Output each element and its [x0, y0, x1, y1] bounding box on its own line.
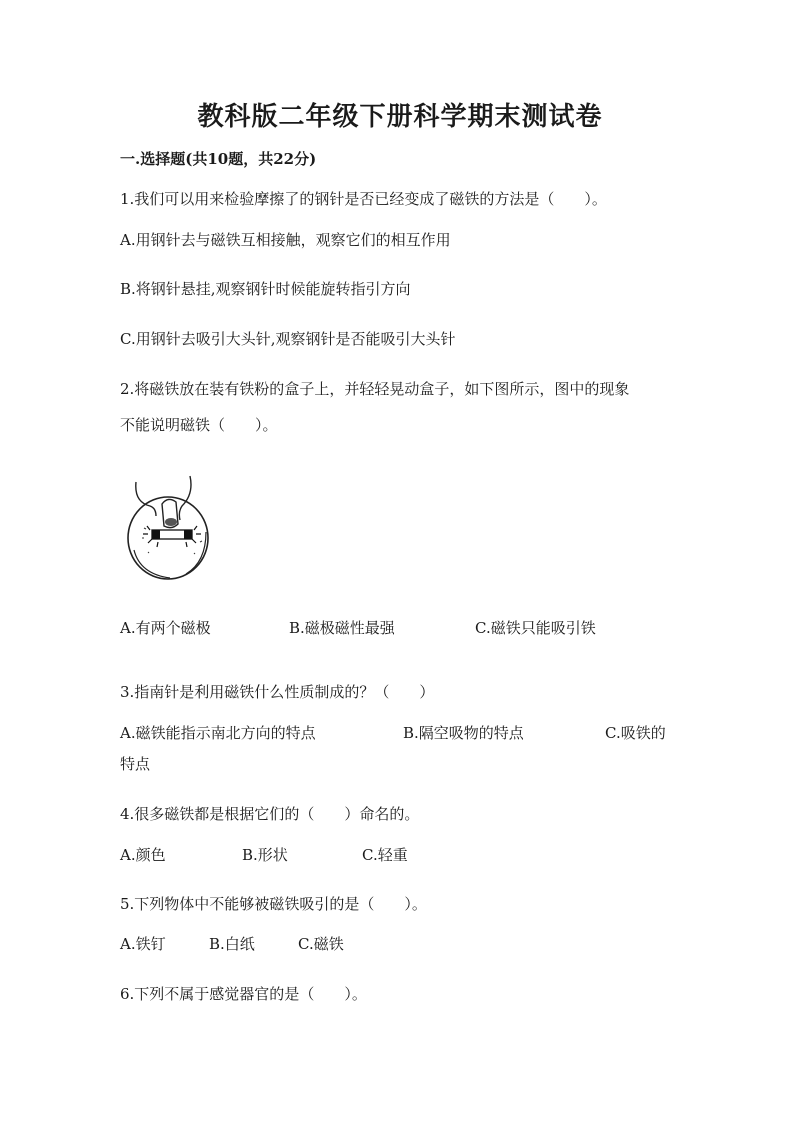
question-4-option-b: B.形状 [242, 846, 288, 864]
question-3-option-a: A.磁铁能指示南北方向的特点 [120, 724, 316, 742]
question-2-line-1: 2.将磁铁放在装有铁粉的盒子上，并轻轻晃动盒子，如下图所示，图中的现象 [120, 380, 630, 398]
page-title: 教科版二年级下册科学期末测试卷 [197, 102, 603, 132]
question-3-option-c-continued: 特点 [120, 755, 151, 773]
question-2-option-b: B.磁极磁性最强 [289, 619, 395, 637]
question-2-option-c: C.磁铁只能吸引铁 [475, 619, 596, 637]
question-4: 4.很多磁铁都是根据它们的（ ）命名的。 [120, 805, 420, 823]
question-5: 5.下列物体中不能够被磁铁吸引的是（ ）。 [120, 895, 427, 913]
question-3-option-b: B.隔空吸物的特点 [403, 724, 524, 742]
question-3: 3.指南针是利用磁铁什么性质制成的？（ ） [120, 683, 435, 701]
question-2-option-a: A.有两个磁极 [120, 619, 211, 637]
section-heading: 一.选择题(共10题，共22分) [120, 150, 317, 168]
question-6: 6.下列不属于感觉器官的是（ ）。 [120, 985, 367, 1003]
question-5-option-c: C.磁铁 [298, 935, 344, 953]
magnet-iron-filings-illustration [122, 472, 222, 587]
question-5-option-b: B.白纸 [209, 935, 255, 953]
question-3-option-c: C.吸铁的 [605, 724, 666, 742]
question-2-line-2: 不能说明磁铁（ ）。 [120, 416, 278, 434]
question-4-option-a: A.颜色 [120, 846, 166, 864]
question-4-option-c: C.轻重 [362, 846, 408, 864]
question-5-option-a: A.铁钉 [120, 935, 166, 953]
question-1-option-c: C.用钢针去吸引大头针,观察钢针是否能吸引大头针 [120, 330, 456, 348]
question-1: 1.我们可以用来检验摩擦了的钢针是否已经变成了磁铁的方法是（ ）。 [120, 190, 607, 208]
question-1-option-b: B.将钢针悬挂,观察钢针时候能旋转指引方向 [120, 280, 411, 298]
question-1-option-a: A.用钢针去与磁铁互相接触，观察它们的相互作用 [120, 231, 451, 249]
